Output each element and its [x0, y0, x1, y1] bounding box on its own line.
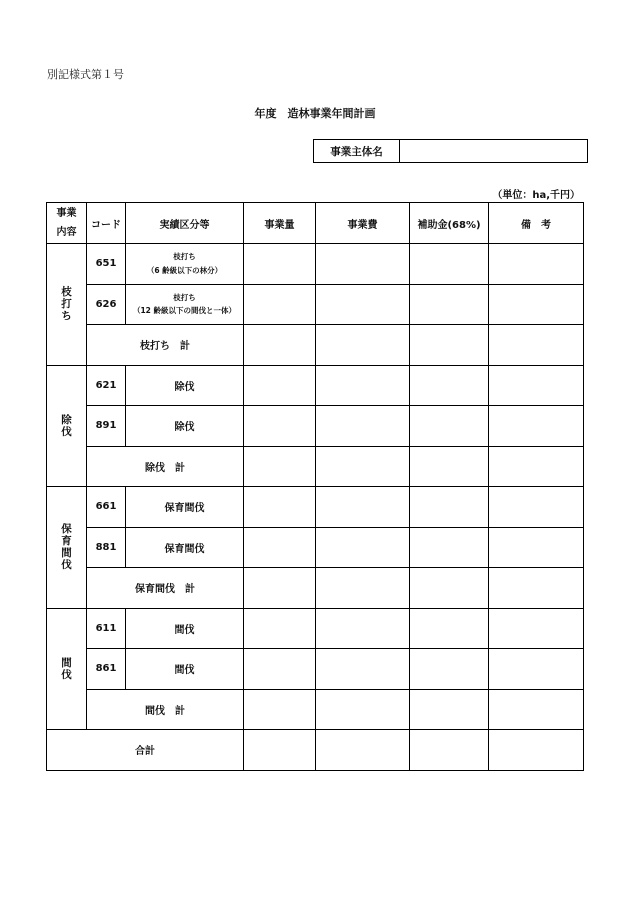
category-cell: [126, 284, 244, 325]
subtotal-row: [47, 325, 584, 366]
grand-total-label: 合計: [47, 730, 244, 771]
entity-name-field[interactable]: [400, 140, 587, 162]
subtotal-label: 間伐 計: [87, 689, 244, 730]
code-cell: 651: [87, 244, 126, 285]
subsidy-cell[interactable]: [410, 325, 489, 366]
cost-cell[interactable]: [316, 487, 410, 528]
category-line1: 枝打ち: [173, 292, 196, 302]
table-row: [47, 649, 584, 690]
group-name: 除伐: [61, 413, 72, 438]
table-row: [47, 487, 584, 528]
grand-total-row: [47, 730, 584, 771]
subsidy-cell[interactable]: [410, 649, 489, 690]
quantity-cell[interactable]: [244, 730, 316, 771]
remarks-cell[interactable]: [489, 365, 584, 406]
cost-cell[interactable]: [316, 689, 410, 730]
group-name-cell: [47, 608, 87, 730]
quantity-cell[interactable]: [244, 244, 316, 285]
category-line1: 枝打ち: [173, 252, 196, 262]
quantity-cell[interactable]: [244, 649, 316, 690]
code-cell: 626: [87, 284, 126, 325]
entity-name-box: [313, 139, 588, 163]
header-subsidy: 補助金(68%): [410, 203, 489, 244]
category-line2: （6 齢級以下の林分）: [146, 265, 223, 275]
header-quantity: 事業量: [244, 203, 316, 244]
quantity-cell[interactable]: [244, 446, 316, 487]
subtotal-row: [47, 568, 584, 609]
subsidy-cell[interactable]: [410, 487, 489, 528]
header-category: 実績区分等: [126, 203, 244, 244]
quantity-cell[interactable]: [244, 568, 316, 609]
unit-note: （単位：ha,千円）: [492, 190, 580, 201]
subsidy-cell[interactable]: [410, 608, 489, 649]
code-cell: 661: [87, 487, 126, 528]
cost-cell[interactable]: [316, 649, 410, 690]
remarks-cell[interactable]: [489, 244, 584, 285]
table-row: [47, 284, 584, 325]
remarks-cell[interactable]: [489, 487, 584, 528]
code-cell: 861: [87, 649, 126, 690]
subsidy-cell[interactable]: [410, 568, 489, 609]
cost-cell[interactable]: [316, 568, 410, 609]
header-remarks: 備 考: [489, 203, 584, 244]
remarks-cell[interactable]: [489, 608, 584, 649]
group-name: 保育間伐: [61, 523, 72, 572]
cost-cell[interactable]: [316, 730, 410, 771]
subtotal-label: 保育間伐 計: [87, 568, 244, 609]
remarks-cell[interactable]: [489, 689, 584, 730]
table-row: [47, 244, 584, 285]
cost-cell[interactable]: [316, 527, 410, 568]
quantity-cell[interactable]: [244, 325, 316, 366]
subsidy-cell[interactable]: [410, 406, 489, 447]
subsidy-cell[interactable]: [410, 284, 489, 325]
table-row: [47, 527, 584, 568]
subtotal-row: [47, 446, 584, 487]
form-identifier: 別記様式第１号: [47, 68, 124, 81]
subsidy-cell[interactable]: [410, 365, 489, 406]
group-name-cell: [47, 244, 87, 366]
group-name-cell: [47, 365, 87, 487]
category-cell: 保育間伐: [126, 527, 244, 568]
remarks-cell[interactable]: [489, 325, 584, 366]
group-name-cell: [47, 487, 87, 609]
subsidy-cell[interactable]: [410, 244, 489, 285]
subtotal-row: [47, 689, 584, 730]
cost-cell[interactable]: [316, 446, 410, 487]
code-cell: 891: [87, 406, 126, 447]
table-row: [47, 406, 584, 447]
header-code: コード: [87, 203, 126, 244]
header-cost: 事業費: [316, 203, 410, 244]
quantity-cell[interactable]: [244, 284, 316, 325]
cost-cell[interactable]: [316, 406, 410, 447]
table-row: [47, 365, 584, 406]
quantity-cell[interactable]: [244, 365, 316, 406]
category-cell: [126, 244, 244, 285]
remarks-cell[interactable]: [489, 406, 584, 447]
code-cell: 881: [87, 527, 126, 568]
subsidy-cell[interactable]: [410, 446, 489, 487]
cost-cell[interactable]: [316, 325, 410, 366]
subsidy-cell[interactable]: [410, 730, 489, 771]
cost-cell[interactable]: [316, 365, 410, 406]
table-row: [47, 608, 584, 649]
category-line2: （12 齢級以下の間伐と一体）: [132, 306, 237, 316]
group-name: 間伐: [61, 656, 72, 681]
category-cell: 間伐: [126, 649, 244, 690]
header-jigyo-line1: 事業: [56, 208, 77, 219]
remarks-cell[interactable]: [489, 527, 584, 568]
remarks-cell[interactable]: [489, 649, 584, 690]
quantity-cell[interactable]: [244, 527, 316, 568]
category-cell: 除伐: [126, 365, 244, 406]
annual-plan-table: [46, 202, 584, 771]
remarks-cell[interactable]: [489, 568, 584, 609]
subtotal-label: 除伐 計: [87, 446, 244, 487]
subsidy-cell[interactable]: [410, 527, 489, 568]
category-cell: 除伐: [126, 406, 244, 447]
quantity-cell[interactable]: [244, 608, 316, 649]
header-jigyo: [47, 203, 87, 244]
document-title: 年度 造林事業年間計画: [254, 107, 376, 120]
code-cell: 611: [87, 608, 126, 649]
category-cell: 保育間伐: [126, 487, 244, 528]
cost-cell[interactable]: [316, 608, 410, 649]
code-cell: 621: [87, 365, 126, 406]
subtotal-label: 枝打ち 計: [87, 325, 244, 366]
category-cell: 間伐: [126, 608, 244, 649]
header-row: [47, 203, 584, 244]
entity-name-label: 事業主体名: [314, 140, 400, 162]
group-name: 枝打ち: [61, 286, 72, 323]
quantity-cell[interactable]: [244, 406, 316, 447]
cost-cell[interactable]: [316, 284, 410, 325]
quantity-cell[interactable]: [244, 689, 316, 730]
remarks-cell[interactable]: [489, 730, 584, 771]
subsidy-cell[interactable]: [410, 689, 489, 730]
header-jigyo-line2: 内容: [56, 227, 77, 238]
cost-cell[interactable]: [316, 244, 410, 285]
quantity-cell[interactable]: [244, 487, 316, 528]
remarks-cell[interactable]: [489, 284, 584, 325]
remarks-cell[interactable]: [489, 446, 584, 487]
